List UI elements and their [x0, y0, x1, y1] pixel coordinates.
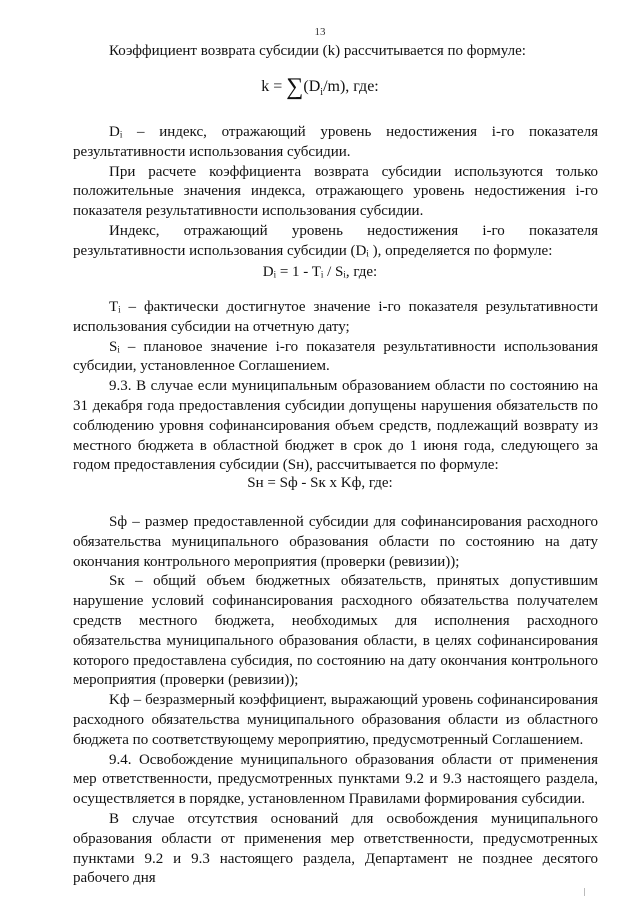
definition-kf: Kф – безразмерный коэффициент, выражающий уровень софинансирования расходного обязательства муниципального образования области из областного бюджета по соответствующему мероприятию, предусмотренный Соглашением. [73, 692, 598, 748]
formula-k-tail: где: [353, 78, 379, 95]
formula-k-lhs: k = [261, 78, 283, 95]
sigma-symbol: ∑ [286, 74, 304, 100]
paragraph-9-4: 9.4. Освобождение муниципального образования области от применения мер ответственности, предусмотренных пунктами 9.2 и 9.3 настоящего раздела, осуществляется в порядке, установленном Правилами формирования субсидии. [73, 751, 598, 808]
definition-di: Dᵢ – индекс, отражающий уровень недостижения i-го показателя результативности использования субсидии. [73, 124, 598, 160]
formula-k [0, 74, 640, 101]
paragraph-9-3: 9.3. В случае если муниципальным образованием области по состоянию на 31 декабря года предоставления субсидии допущены нарушения обязательств по соблюдению уровня софинансирования объем средств, подлежащий возврату из местного бюджета в областной бюджет в срок до 1 июня года, следующего за годом предоставления субсидии (Sн), рассчитывается по формуле: [73, 378, 598, 474]
definition-si: Sᵢ – плановое значение i-го показателя результативности использования субсидии, установленное Соглашением. [73, 338, 598, 375]
definitions-block-2 [73, 298, 598, 476]
definitions-block-1 [73, 123, 598, 262]
formula-k-close: /m), [323, 78, 350, 95]
formula-k-sub: i [320, 87, 324, 99]
page-number: 13 [314, 26, 326, 38]
intro-block [73, 42, 598, 62]
formula-sn: Sн = Sф - Sк x Kф, где: [247, 475, 393, 491]
definition-ti: Tᵢ – фактически достигнутое значение i-го показателя результативности использования субсидии на отчетную дату; [73, 299, 598, 335]
paragraph-positive-values: При расчете коэффициента возврата субсидии используются только положительные значения индекса, отражающего уровень недостижения i-го показателя результативности использования субсидии. [73, 163, 598, 220]
scan-mark [584, 888, 585, 896]
paragraph-index: Индекс, отражающий уровень недостижения i-го показателя результативности использования субсидии (Dᵢ ), определяется по формуле: [73, 222, 598, 259]
definition-sk: Sк – общий объем бюджетных обязательств, принятых допустившим нарушение условий софинансирования расходного обязательства получателем средств местного бюджета, необходимых для исполнения расходного обязательства муниципального образования области, в целях софинансирования которого предоставлена субсидия, по состоянию на дату окончания контрольного мероприятия (проверки (ревизии)); [73, 573, 598, 689]
intro-text: Коэффициент возврата субсидии (k) рассчитывается по формуле: [109, 43, 526, 59]
formula-di: Dᵢ = 1 - Tᵢ / Sᵢ, где: [262, 264, 378, 280]
definitions-block-3 [73, 513, 598, 889]
formula-k-open: (D [303, 78, 321, 95]
paragraph-absence: В случае отсутствия оснований для освобождения муниципального образования области от применения мер ответственности, предусмотренных пунктами 9.2 и 9.3 настоящего раздела, Департамент не позднее десятого рабочего дня [73, 810, 598, 887]
definition-sf: Sф – размер предоставленной субсидии для софинансирования расходного обязательства муниципального образования области по состоянию на дату окончания контрольного мероприятия (проверки (ревизии)); [73, 514, 598, 570]
